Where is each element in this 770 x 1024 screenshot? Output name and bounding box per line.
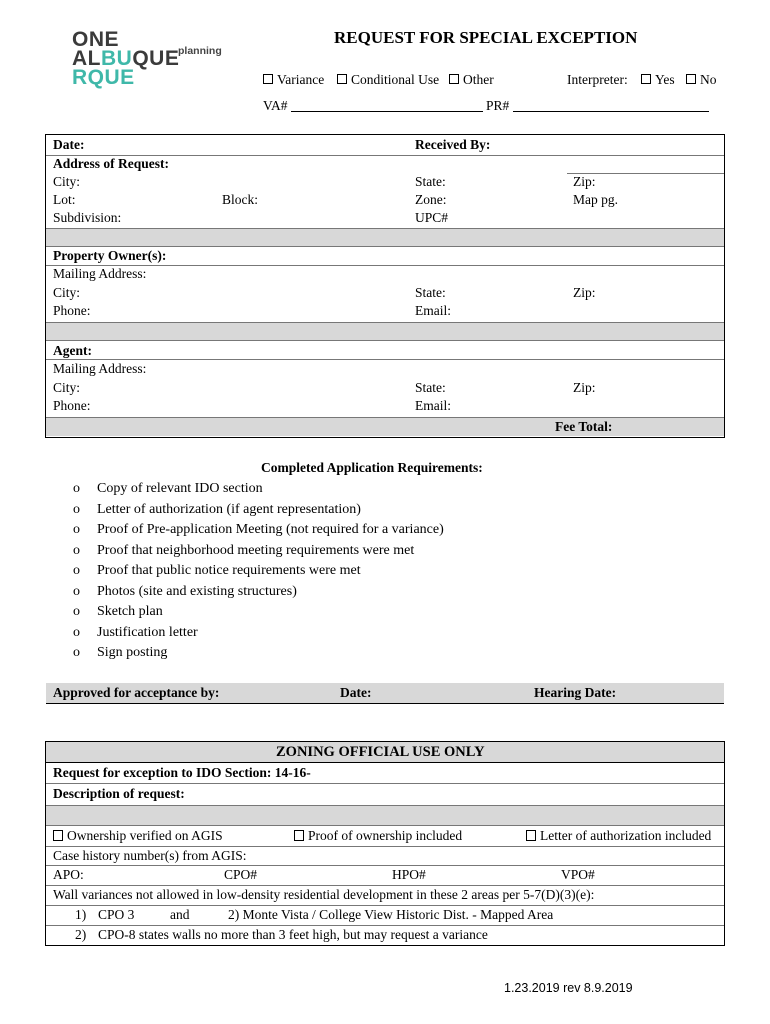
subdivision-label: Subdivision: [53, 210, 122, 225]
application-info-table [45, 134, 725, 438]
logo-line-3: RQUE [72, 66, 135, 89]
checkbox-icon [53, 830, 63, 841]
hearing-date-label: Hearing Date: [534, 685, 617, 700]
agent-city-label: City: [53, 380, 81, 395]
checkbox-icon [294, 830, 304, 841]
list-item: o Proof of Pre-application Meeting (not required for a variance) [73, 522, 444, 537]
list-item: o Sketch plan [73, 604, 163, 619]
request-state-label: State: [415, 174, 446, 189]
property-owner-label: Property Owner(s): [53, 248, 167, 263]
interpreter-yes[interactable]: Yes [641, 72, 675, 88]
request-zip-label: Zip: [573, 174, 596, 189]
wall-variance-note: Wall variances not allowed in low-density residential development in these 2 areas per 5-7(D)(3)(e): [53, 887, 595, 902]
checkbox-icon [449, 74, 459, 84]
option-variance[interactable]: Variance [263, 72, 324, 88]
ownership-verified-check[interactable]: Ownership verified on AGIS [53, 828, 223, 844]
agent-label: Agent: [53, 343, 92, 358]
description-label: Description of request: [53, 786, 185, 801]
fee-total-label: Fee Total: [555, 419, 613, 434]
logo-line-1: ONE [72, 28, 120, 51]
approved-by-label: Approved for acceptance by: [53, 685, 220, 700]
agent-state-label: State: [415, 380, 446, 395]
owner-zip-label: Zip: [573, 285, 596, 300]
pr-number-field[interactable]: PR# [486, 98, 709, 114]
request-city-label: City: [53, 174, 81, 189]
zone-label: Zone: [415, 192, 447, 207]
list-item: o Justification letter [73, 624, 198, 640]
option-other[interactable]: Other [449, 72, 494, 88]
logo-planning: planning [178, 45, 222, 57]
requirements-heading: Completed Application Requirements: [261, 460, 483, 475]
wall-note-cpo3: CPO 3 [98, 907, 135, 922]
list-item: o Letter of authorization (if agent representation) [73, 501, 361, 517]
hpo-label: HPO# [392, 867, 426, 882]
requirements-list [73, 479, 444, 664]
wall-note-cpo8: CPO-8 states walls no more than 3 feet high, but may request a variance [98, 927, 488, 942]
list-item: o Proof that neighborhood meeting requirements were met [73, 542, 415, 558]
wall-note-and: and [170, 907, 190, 922]
letter-of-authorization-check[interactable]: Letter of authorization included [526, 828, 711, 844]
checkbox-icon [263, 74, 273, 84]
ido-section-label: Request for exception to IDO Section: 14-16- [53, 765, 311, 780]
revision-footer: 1.23.2019 rev 8.9.2019 [504, 981, 633, 995]
option-conditional-use[interactable]: Conditional Use [337, 72, 439, 88]
apo-label: APO: [53, 867, 84, 882]
agent-phone-label: Phone: [53, 398, 91, 413]
checkbox-icon [641, 74, 651, 84]
checkbox-icon [337, 74, 347, 84]
address-of-request-label: Address of Request: [53, 156, 170, 171]
logo-line-2: ALBUQUE [72, 47, 180, 70]
wall-note-monte-vista: 2) Monte Vista / College View Historic Dist. - Mapped Area [228, 907, 554, 922]
list-item: o Photos (site and existing structures) [73, 583, 297, 599]
wall-note-line-2-num: 2) [75, 927, 87, 942]
agent-mailing-address-label: Mailing Address: [53, 361, 147, 376]
wall-note-line-1-num: 1) [75, 907, 87, 922]
date-label: Date: [53, 137, 85, 152]
list-item: o Copy of relevant IDO section [73, 481, 263, 496]
owner-city-label: City: [53, 285, 81, 300]
page-title: REQUEST FOR SPECIAL EXCEPTION [334, 28, 638, 47]
list-item: o Sign posting [73, 645, 168, 660]
zoning-heading: ZONING OFFICIAL USE ONLY [276, 744, 485, 760]
lot-label: Lot: [53, 192, 76, 207]
proof-of-ownership-check[interactable]: Proof of ownership included [294, 828, 462, 844]
one-albuquerque-logo [66, 26, 226, 90]
interpreter-no[interactable]: No [686, 72, 717, 88]
checkbox-icon [526, 830, 536, 841]
case-history-label: Case history number(s) from AGIS: [53, 848, 247, 863]
owner-email-label: Email: [415, 303, 451, 318]
interpreter-label: Interpreter: [567, 72, 628, 87]
agent-email-label: Email: [415, 398, 451, 413]
owner-phone-label: Phone: [53, 303, 91, 318]
cpo-label: CPO# [224, 867, 258, 882]
map-page-label: Map pg. [573, 192, 618, 207]
owner-state-label: State: [415, 285, 446, 300]
list-item: o Proof that public notice requirements were met [73, 563, 361, 578]
agent-zip-label: Zip: [573, 380, 596, 395]
received-by-label: Received By: [415, 137, 491, 152]
approval-date-label: Date: [340, 685, 372, 700]
owner-mailing-address-label: Mailing Address: [53, 266, 147, 281]
va-number-field[interactable]: VA# [263, 98, 483, 114]
vpo-label: VPO# [561, 867, 595, 882]
upc-label: UPC# [415, 210, 449, 225]
checkbox-icon [686, 74, 696, 84]
block-label: Block: [222, 192, 258, 207]
